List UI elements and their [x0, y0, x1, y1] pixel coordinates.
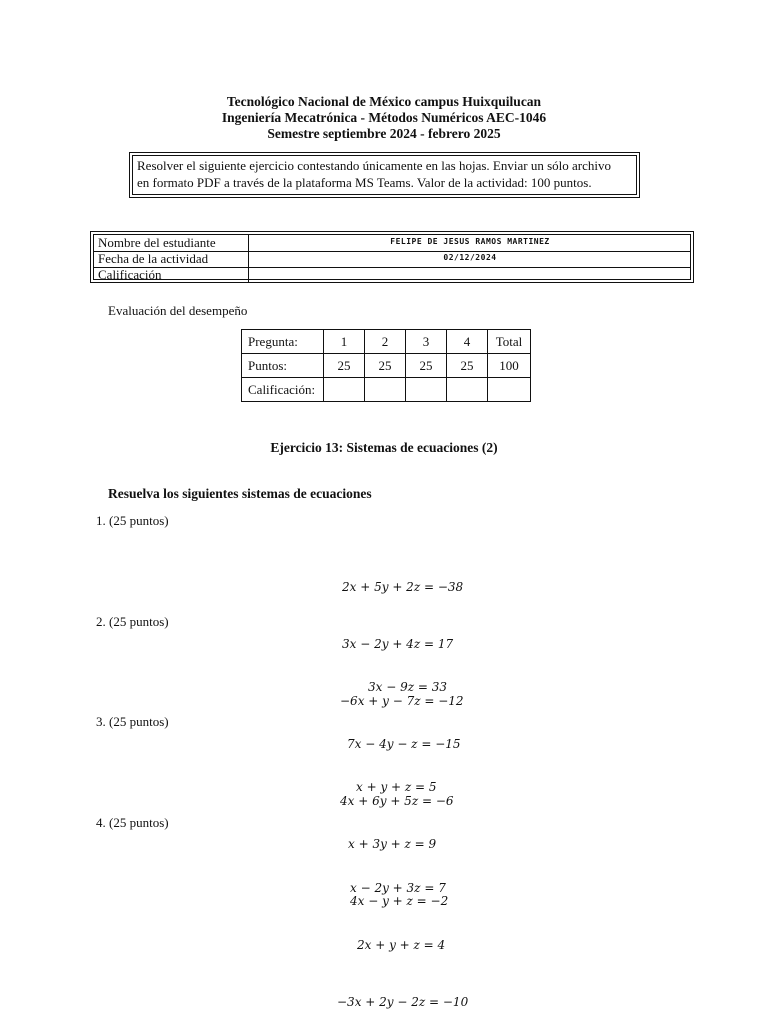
- question-1: 1: [324, 330, 365, 354]
- points-total: 100: [488, 354, 531, 378]
- student-info-table: [90, 231, 694, 283]
- question-3: 3: [406, 330, 447, 354]
- equation: 2x + 5y + 2z = −38: [342, 580, 464, 594]
- grade-value[interactable]: [250, 267, 690, 283]
- grade-cell-1[interactable]: [324, 378, 365, 402]
- problem-4-equations: [337, 841, 468, 1031]
- points-row: [242, 354, 531, 378]
- header-institution: Tecnológico Nacional de México campus Huixquilucan: [226, 94, 542, 109]
- evaluation-table: [241, 329, 531, 402]
- problem-4-label: 4. (25 puntos): [96, 815, 169, 830]
- equation: 4x − y + z = −2: [350, 894, 449, 908]
- equation: 7x − 4y − z = −15: [347, 737, 461, 751]
- student-name-label: Nombre del estudiante: [94, 235, 249, 251]
- instructions-line-2: en formato PDF a través de la plataforma MS Teams. Valor de la actividad: 100 puntos.: [137, 175, 592, 190]
- activity-date-row: [94, 251, 690, 268]
- points-4: 25: [447, 354, 488, 378]
- activity-date-label: Fecha de la actividad: [94, 251, 249, 267]
- equation: x + 3y + z = 9: [348, 837, 437, 851]
- questions-row: [242, 330, 531, 354]
- points-2: 25: [365, 354, 406, 378]
- student-name-value[interactable]: FELIPE DE JESUS RAMOS MARTINEZ: [390, 237, 550, 246]
- student-name-row: [94, 235, 690, 252]
- problem-2-label: 2. (25 puntos): [96, 614, 169, 629]
- section-title: Resuelva los siguientes sistemas de ecuaciones: [108, 486, 372, 501]
- question-2: 2: [365, 330, 406, 354]
- total-header: Total: [488, 330, 531, 354]
- evaluation-title: Evaluación del desempeño: [108, 303, 248, 318]
- grade-cell-3[interactable]: [406, 378, 447, 402]
- equation: x − 2y + 3z = 7: [350, 881, 446, 895]
- grade-cell-2[interactable]: [365, 378, 406, 402]
- problem-3-label: 3. (25 puntos): [96, 714, 169, 729]
- points-1: 25: [324, 354, 365, 378]
- equation: x + y + z = 5: [356, 780, 437, 794]
- grades-row: [242, 378, 531, 402]
- grade-cell-4[interactable]: [447, 378, 488, 402]
- header-semester: Semestre septiembre 2024 - febrero 2025: [267, 126, 501, 141]
- equation: 4x + 6y + 5z = −6: [340, 794, 454, 808]
- row-label-question: Pregunta:: [242, 330, 324, 354]
- question-4: 4: [447, 330, 488, 354]
- equation: 3x − 2y + 4z = 17: [342, 637, 454, 651]
- grade-row: [94, 267, 690, 283]
- row-label-grade: Calificación:: [242, 378, 324, 402]
- equation: 2x + y + z = 4: [357, 938, 446, 952]
- equation: −6x + y − 7z = −12: [340, 694, 464, 708]
- grade-cell-total[interactable]: [488, 378, 531, 402]
- activity-date-value[interactable]: 02/12/2024: [443, 253, 497, 262]
- points-3: 25: [406, 354, 447, 378]
- instructions-line-1: Resolver el siguiente ejercicio contestando únicamente en las hojas. Enviar un sólo archivo: [137, 158, 611, 173]
- problem-1-label: 1. (25 puntos): [96, 513, 169, 528]
- instructions-box: [129, 152, 640, 198]
- equation: −3x + 2y − 2z = −10: [337, 995, 469, 1009]
- row-label-points: Puntos:: [242, 354, 324, 378]
- header-course: Ingeniería Mecatrónica - Métodos Numéricos AEC-1046: [221, 110, 547, 125]
- equation: 3x − 9z = 33: [368, 680, 447, 694]
- grade-label: Calificación: [94, 267, 249, 283]
- exercise-title: Ejercicio 13: Sistemas de ecuaciones (2): [270, 440, 498, 455]
